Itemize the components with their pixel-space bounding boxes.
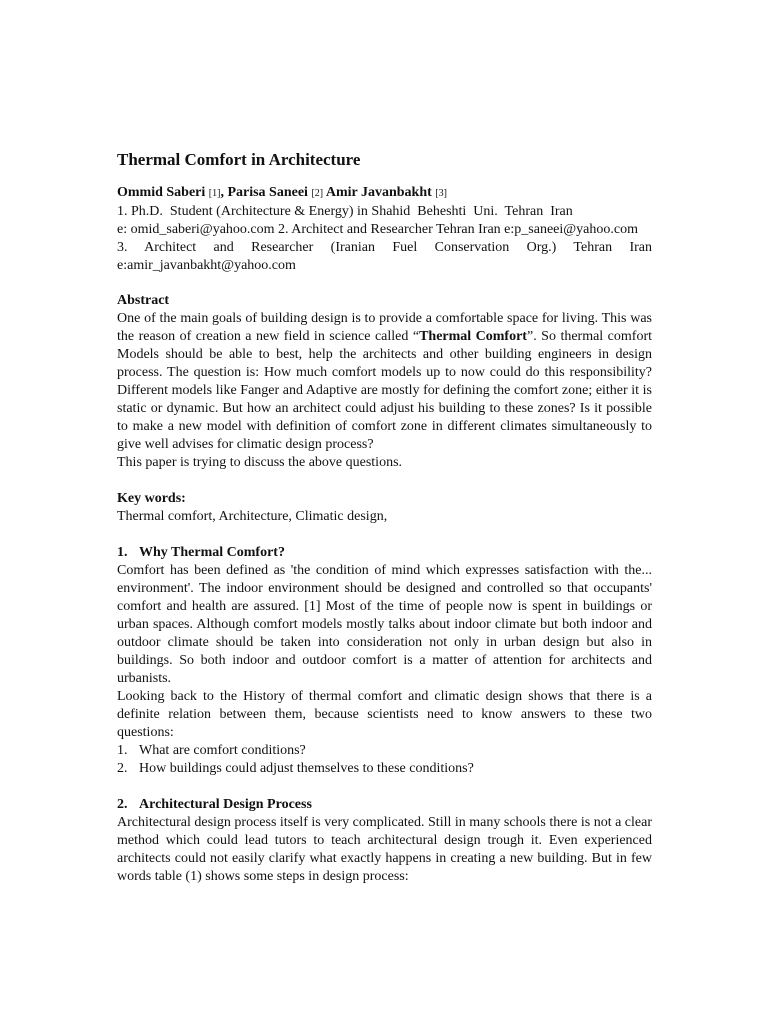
- section-title: Architectural Design Process: [139, 797, 312, 812]
- affiliation-line: 3. Architect and Researcher (Iranian Fuel Conservation Org.) Tehran Iran: [117, 240, 652, 255]
- abstract-bold-term: Thermal Comfort: [419, 329, 527, 344]
- abstract-heading: Abstract: [117, 293, 170, 308]
- questions-list: [117, 742, 652, 778]
- section-1-heading: [117, 544, 652, 562]
- list-item: [117, 760, 652, 778]
- affiliation-line: 1. Ph.D. Student (Architecture & Energy) in Shahid Beheshti Uni. Tehran Iran: [117, 204, 573, 219]
- section-1-paragraph: Looking back to the History of thermal comfort and climatic design shows that there is a definite relation between them, because scientists need to know answers to these two questions:: [117, 689, 652, 740]
- section-2-paragraph: Architectural design process itself is very complicated. Still in many schools there is not a clear method which could lead tutors to teach architectural design trough it. Even experienced architects could not easily clarify what exactly happens in creating a new building. But in few words table (1) shows some steps in design process:: [117, 815, 652, 884]
- author-name: Ommid Saberi: [117, 185, 206, 200]
- author-ref: [2]: [311, 188, 324, 199]
- keywords-heading: Key words:: [117, 491, 186, 506]
- affiliation-line: e: omid_saberi@yahoo.com 2. Architect and Researcher Tehran Iran e:p_saneei@yahoo.com: [117, 222, 638, 237]
- author-ref: [3]: [435, 188, 447, 199]
- section-title: Why Thermal Comfort?: [139, 545, 285, 560]
- author-ref: [1]: [208, 188, 221, 199]
- abstract-text-end: ”. So thermal comfort Models should be able to best, help the architects and other building engineers in design process. The question is: How much comfort models up to now could do this responsibility? Different models like Fanger and Adaptive are mostly for defining the comfort zone; either it is static or dynamic. But how an architect could adjust his building to these zones? Is it possible to make a new model with definition of comfort zone in different climates simultaneously to give well advises for climatic design process?: [117, 329, 652, 452]
- section-number: 1.: [117, 545, 128, 560]
- section-2-heading: [117, 796, 652, 814]
- abstract-text: [117, 310, 652, 454]
- section-number: 2.: [117, 797, 128, 812]
- abstract-closing: This paper is trying to discuss the above questions.: [117, 455, 403, 470]
- list-number: 1.: [117, 743, 128, 758]
- list-text: How buildings could adjust themselves to these conditions?: [139, 761, 474, 776]
- section-1-paragraph: Comfort has been defined as 'the condition of mind which expresses satisfaction with the... environment'. The indoor environment should be designed and controlled so that occupants' comfort and health are assured. [1] Most of the time of people now is spent in buildings or urban spaces. Although comfort models mostly talks about indoor climate but both indoor and outdoor climate should be taken into consideration not only in urban design but also in buildings. So both indoor and outdoor comfort is a matter of attention for architects and urbanists.: [117, 563, 652, 686]
- list-number: 2.: [117, 761, 128, 776]
- keywords-text: Thermal comfort, Architecture, Climatic design,: [117, 509, 388, 524]
- list-text: What are comfort conditions?: [139, 743, 306, 758]
- list-item: [117, 742, 652, 760]
- author-separator: ,: [220, 185, 228, 200]
- paper-title: Thermal Comfort in Architecture: [117, 150, 361, 169]
- author-name: Parisa Saneei: [227, 185, 308, 200]
- author-name: Amir Javanbakht: [325, 185, 432, 200]
- author-line: [117, 184, 652, 203]
- affiliation-line: e:amir_javanbakht@yahoo.com: [117, 258, 296, 273]
- abstract-text-start: One of the main goals of building design is to provide a comfortable space for living. This was the reason of creation a new field in science called “: [117, 311, 652, 344]
